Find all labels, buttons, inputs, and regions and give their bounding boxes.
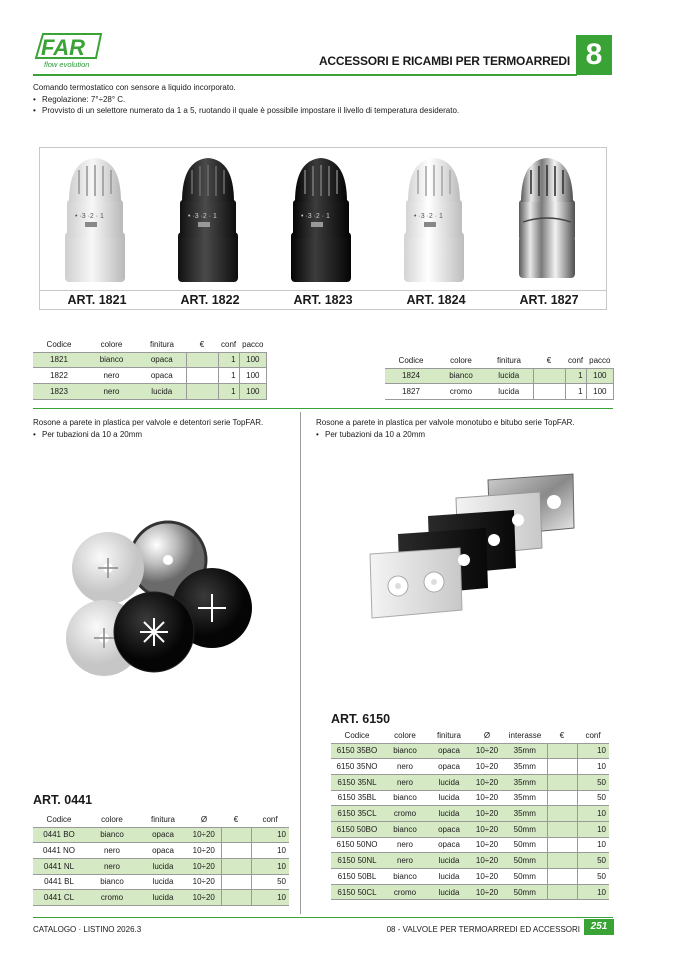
- cell-interasse: 50mm: [503, 869, 547, 885]
- table-row: [33, 843, 289, 859]
- svg-text:• ·3 ·2 · 1: • ·3 ·2 · 1: [75, 213, 104, 220]
- cell-finitura: lucida: [427, 853, 471, 869]
- cell-prezzo: [547, 837, 577, 853]
- cell-colore: bianco: [383, 869, 427, 885]
- cell-conf: 10: [577, 759, 609, 775]
- description-line: Rosone a parete in plastica per valvole e detentori serie TopFAR.: [33, 418, 264, 427]
- cell-conf: 1: [218, 352, 239, 368]
- col-header: conf: [221, 340, 237, 350]
- col-header: Codice: [344, 731, 370, 741]
- rosone-0441-image: [66, 520, 276, 690]
- cell-interasse: 50mm: [503, 821, 547, 837]
- col-header: €: [546, 356, 552, 366]
- table-row: [33, 858, 289, 874]
- svg-text:• ·3 ·2 · 1: • ·3 ·2 · 1: [301, 213, 330, 220]
- cell-codice: 0441 BL: [33, 874, 85, 890]
- col-header: Codice: [46, 340, 72, 350]
- cell-finitura: opaca: [138, 352, 186, 368]
- product-label-1821: ART. 1821: [67, 293, 127, 307]
- cell-conf: 10: [577, 821, 609, 837]
- cell-finitura: opaca: [139, 827, 187, 843]
- cell-colore: nero: [85, 858, 139, 874]
- col-header: colore: [450, 356, 472, 366]
- table-row: [331, 743, 609, 759]
- col-header: colore: [394, 731, 416, 741]
- cell-prezzo: [221, 827, 251, 843]
- col-header: finitura: [496, 356, 521, 366]
- col-header: conf: [585, 731, 601, 741]
- description-bullet: • Per tubazioni da 10 a 20mm: [316, 429, 616, 441]
- cell-interasse: 50mm: [503, 884, 547, 900]
- col-header: finitura: [436, 731, 461, 741]
- cell-conf: 10: [577, 806, 609, 822]
- col-header: colore: [100, 340, 123, 350]
- cell-conf: 10: [577, 743, 609, 759]
- cell-codice: 1821: [33, 352, 85, 368]
- table-row: [331, 790, 609, 806]
- cell-finitura: opaca: [427, 759, 471, 775]
- cell-colore: nero: [85, 368, 138, 384]
- cell-conf: 10: [251, 843, 289, 859]
- table-row: [331, 837, 609, 853]
- header-rule: [33, 74, 577, 76]
- cell-conf: 10: [577, 837, 609, 853]
- cell-codice: 6150 50CL: [331, 884, 383, 900]
- cell-finitura: opaca: [427, 837, 471, 853]
- cell-conf: 50: [577, 774, 609, 790]
- product-label-1827: ART. 1827: [519, 293, 579, 307]
- col-header: pacco: [589, 356, 611, 366]
- table-row: [331, 774, 609, 790]
- intro-text: [33, 82, 459, 117]
- cell-diametro: 10÷20: [471, 884, 503, 900]
- table-row: [331, 869, 609, 885]
- col-header: interasse: [508, 731, 542, 741]
- table-row: [33, 383, 266, 399]
- cell-conf: 50: [577, 853, 609, 869]
- cell-colore: nero: [383, 774, 427, 790]
- column-divider: [300, 412, 301, 914]
- page-number: 251: [584, 919, 614, 935]
- cell-finitura: lucida: [139, 890, 187, 906]
- cell-prezzo: [547, 790, 577, 806]
- col-header: €: [233, 815, 239, 825]
- cell-diametro: 10÷20: [471, 853, 503, 869]
- table-row: [33, 352, 266, 368]
- cell-prezzo: [547, 743, 577, 759]
- cell-conf: 10: [251, 858, 289, 874]
- price-table-1824-1827: [385, 354, 614, 400]
- col-header: €: [199, 340, 205, 350]
- col-header: conf: [262, 815, 278, 825]
- cell-codice: 6150 35BO: [331, 743, 383, 759]
- cell-conf: 10: [577, 884, 609, 900]
- cell-colore: bianco: [85, 827, 139, 843]
- cell-finitura: lucida: [427, 884, 471, 900]
- cell-conf: 10: [251, 827, 289, 843]
- logo-tagline: flow evolution: [44, 60, 90, 69]
- cell-codice: 0441 CL: [33, 890, 85, 906]
- cell-finitura: lucida: [139, 874, 187, 890]
- cell-finitura: lucida: [139, 858, 187, 874]
- cell-colore: cromo: [383, 884, 427, 900]
- cell-finitura: lucida: [427, 869, 471, 885]
- table-row: [33, 368, 266, 384]
- cell-finitura: lucida: [427, 790, 471, 806]
- cell-prezzo: [533, 368, 565, 384]
- cell-diametro: 10÷20: [471, 806, 503, 822]
- footer-catalog: CATALOGO · LISTINO 2026.3: [33, 925, 142, 934]
- cell-codice: 1827: [385, 384, 437, 400]
- cell-diametro: 10÷20: [471, 869, 503, 885]
- price-table-0441: [33, 813, 289, 906]
- cell-interasse: 50mm: [503, 853, 547, 869]
- thermostatic-head-image-1823: [273, 152, 369, 287]
- cell-pacco: 100: [239, 352, 266, 368]
- cell-codice: 6150 35NL: [331, 774, 383, 790]
- col-header: colore: [101, 815, 123, 825]
- cell-diametro: 10÷20: [187, 827, 221, 843]
- table-row: [331, 884, 609, 900]
- cell-codice: 0441 BO: [33, 827, 85, 843]
- cell-codice: 1824: [385, 368, 437, 384]
- cell-prezzo: [221, 890, 251, 906]
- cell-conf: 1: [218, 368, 239, 384]
- cell-prezzo: [221, 858, 251, 874]
- table-row: [33, 827, 289, 843]
- cell-finitura: opaca: [138, 368, 186, 384]
- table-row: [385, 384, 613, 400]
- cell-codice: 6150 50BL: [331, 869, 383, 885]
- cell-colore: nero: [383, 837, 427, 853]
- product-label-1823: ART. 1823: [293, 293, 353, 307]
- section-divider: [33, 408, 613, 409]
- cell-pacco: 100: [239, 368, 266, 384]
- cell-colore: nero: [383, 759, 427, 775]
- thermostatic-head-image-1822: [160, 152, 256, 287]
- price-table-1821-1823: [33, 338, 267, 400]
- product-label-1824: ART. 1824: [406, 293, 466, 307]
- cell-diametro: 10÷20: [471, 837, 503, 853]
- cell-prezzo: [221, 874, 251, 890]
- table-row: [385, 368, 613, 384]
- cell-codice: 0441 NO: [33, 843, 85, 859]
- col-header: Codice: [46, 815, 72, 825]
- col-header: €: [559, 731, 565, 741]
- cell-finitura: lucida: [427, 806, 471, 822]
- cell-prezzo: [547, 853, 577, 869]
- col-header: Ø: [200, 815, 208, 825]
- cell-diametro: 10÷20: [187, 890, 221, 906]
- cell-diametro: 10÷20: [471, 790, 503, 806]
- cell-diametro: 10÷20: [471, 759, 503, 775]
- cell-colore: nero: [383, 853, 427, 869]
- col-header: conf: [568, 356, 584, 366]
- cell-diametro: 10÷20: [471, 743, 503, 759]
- cell-colore: cromo: [383, 806, 427, 822]
- thermostatic-head-image-1827: [499, 152, 595, 287]
- cell-codice: 6150 35CL: [331, 806, 383, 822]
- cell-prezzo: [547, 884, 577, 900]
- cell-prezzo: [221, 843, 251, 859]
- art-6150-title: ART. 6150: [331, 712, 391, 726]
- cell-interasse: 35mm: [503, 806, 547, 822]
- cell-colore: bianco: [383, 790, 427, 806]
- intro-bullet: • Regolazione: 7°÷28° C.: [33, 94, 459, 106]
- cell-diametro: 10÷20: [187, 858, 221, 874]
- cell-pacco: 100: [586, 368, 613, 384]
- cell-conf: 50: [251, 874, 289, 890]
- cell-codice: 6150 50NO: [331, 837, 383, 853]
- cell-prezzo: [533, 384, 565, 400]
- rosone-0441-description: [33, 417, 293, 441]
- description-bullet: • Per tubazioni da 10 a 20mm: [33, 429, 293, 441]
- cell-conf: 1: [565, 384, 586, 400]
- cell-interasse: 35mm: [503, 774, 547, 790]
- description-line: Rosone a parete in plastica per valvole monotubo e bitubo serie TopFAR.: [316, 418, 575, 427]
- logo-text: FAR: [41, 35, 85, 60]
- cell-colore: cromo: [437, 384, 485, 400]
- cell-conf: 10: [251, 890, 289, 906]
- table-row: [331, 853, 609, 869]
- cell-pacco: 100: [239, 383, 266, 399]
- table-row: [33, 874, 289, 890]
- section-number: 8: [576, 35, 612, 75]
- cell-prezzo: [547, 869, 577, 885]
- cell-diametro: 10÷20: [187, 874, 221, 890]
- cell-prezzo: [547, 806, 577, 822]
- art-0441-title: ART. 0441: [33, 793, 93, 807]
- cell-diametro: 10÷20: [187, 843, 221, 859]
- cell-interasse: 35mm: [503, 790, 547, 806]
- cell-prezzo: [547, 821, 577, 837]
- footer-rule: [33, 917, 613, 918]
- cell-finitura: lucida: [485, 384, 533, 400]
- cell-finitura: opaca: [427, 743, 471, 759]
- cell-interasse: 35mm: [503, 759, 547, 775]
- footer-chapter: 08 - VALVOLE PER TERMOARREDI ED ACCESSORI: [386, 925, 580, 934]
- cell-diametro: 10÷20: [471, 821, 503, 837]
- cell-conf: 50: [577, 790, 609, 806]
- cell-prezzo: [186, 352, 218, 368]
- cell-finitura: lucida: [427, 774, 471, 790]
- cell-codice: 6150 35BL: [331, 790, 383, 806]
- cell-finitura: lucida: [485, 368, 533, 384]
- table-row: [331, 759, 609, 775]
- cell-colore: cromo: [85, 890, 139, 906]
- cell-conf: 1: [218, 383, 239, 399]
- cell-codice: 6150 50NL: [331, 853, 383, 869]
- cell-conf: 1: [565, 368, 586, 384]
- svg-text:• ·3 ·2 · 1: • ·3 ·2 · 1: [188, 213, 217, 220]
- cell-codice: 6150 50BO: [331, 821, 383, 837]
- cell-prezzo: [547, 759, 577, 775]
- product-label-1822: ART. 1822: [180, 293, 240, 307]
- cell-colore: bianco: [85, 352, 138, 368]
- col-header: finitura: [149, 340, 174, 350]
- col-header: Ø: [483, 731, 491, 741]
- price-table-6150: [331, 729, 609, 900]
- cell-interasse: 35mm: [503, 743, 547, 759]
- col-header: Codice: [398, 356, 424, 366]
- cell-prezzo: [547, 774, 577, 790]
- table-row: [33, 890, 289, 906]
- cell-codice: 6150 35NO: [331, 759, 383, 775]
- svg-text:• ·3 ·2 · 1: • ·3 ·2 · 1: [414, 213, 443, 220]
- cell-finitura: opaca: [139, 843, 187, 859]
- table-row: [331, 821, 609, 837]
- cell-colore: bianco: [85, 874, 139, 890]
- cell-colore: nero: [85, 383, 138, 399]
- cell-codice: 1823: [33, 383, 85, 399]
- thermostatic-head-image-1821: [47, 152, 143, 287]
- cell-codice: 0441 NL: [33, 858, 85, 874]
- cell-interasse: 50mm: [503, 837, 547, 853]
- rosone-6150-description: [316, 417, 616, 441]
- thermostatic-head-image-1824: [386, 152, 482, 287]
- cell-diametro: 10÷20: [471, 774, 503, 790]
- cell-colore: bianco: [383, 743, 427, 759]
- table-row: [331, 806, 609, 822]
- cell-prezzo: [186, 368, 218, 384]
- intro-bullet: • Provvisto di un selettore numerato da 1 a 5, ruotando il quale è possibile impostare il livello di temperatura desiderato.: [33, 105, 459, 117]
- cell-finitura: opaca: [427, 821, 471, 837]
- cell-pacco: 100: [586, 384, 613, 400]
- cell-finitura: lucida: [138, 383, 186, 399]
- cell-conf: 50: [577, 869, 609, 885]
- cell-prezzo: [186, 383, 218, 399]
- intro-line: Comando termostatico con sensore a liquido incorporato.: [33, 83, 236, 92]
- section-title: ACCESSORI E RICAMBI PER TERMOARREDI: [318, 54, 570, 68]
- rosone-6150-image: [368, 470, 580, 620]
- cell-codice: 1822: [33, 368, 85, 384]
- cell-colore: bianco: [383, 821, 427, 837]
- col-header: finitura: [150, 815, 175, 825]
- col-header: pacco: [242, 340, 264, 350]
- cell-colore: bianco: [437, 368, 485, 384]
- cell-colore: nero: [85, 843, 139, 859]
